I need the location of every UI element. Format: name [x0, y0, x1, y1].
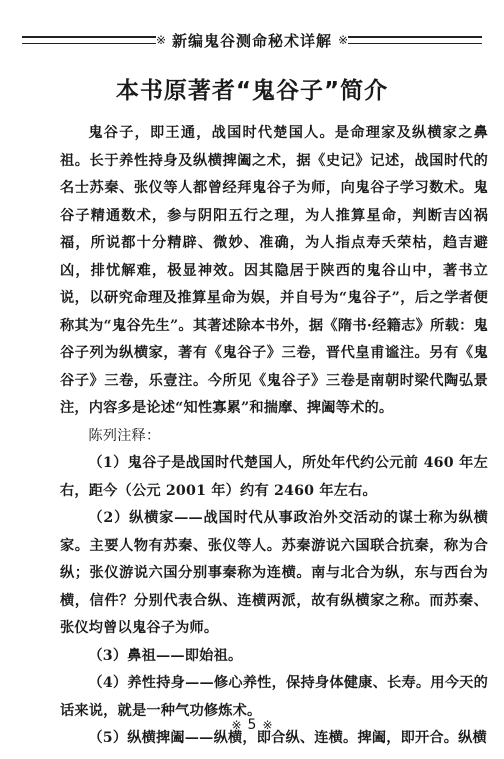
note-item: （2）纵横家——战国时代从事政治外交活动的谋士称为纵横家。主要人物有苏秦、张仪等人。苏秦游说六国联合抗秦，称为合纵；张仪游说六国分别事秦称为连横。南与北合为纵，东与西台为横，信件？分别代表合纵、连横两派，故有纵横家之称。而苏秦、张仪均曾以鬼谷子为师。: [60, 510, 488, 636]
note-item: （5）纵横捭阖——纵横，即合纵、连横。捭阖，即开合。纵横: [88, 730, 487, 746]
header-ornament-right: ※: [338, 33, 349, 47]
header-ornament-left: ※: [155, 33, 166, 47]
note-item: （3）鼻祖——即始祖。: [88, 647, 243, 664]
intro-paragraph: 鬼谷子，即王通，战国时代楚国人。是命理家及纵横家之鼻祖。长于养性持身及纵横捭阖之术，据《史记》记述，战国时代的名士苏秦、张仪等人都曾经拜鬼谷子为师，向鬼谷子学习数术。鬼谷子精通数术，参与阴阳五行之理，为人推算星命，判断吉凶祸福，所说都十分精辟、微妙、准确，为人指点寿夭荣枯，趋吉避凶，排忧解难，极显神效。因其隐居于陕西的鬼谷山中，著书立说，以研究命理及推算星命为娱，并自号为“鬼谷子”，后之学者便称其为“鬼谷先生”。其著述除本书外，据《隋书·经籍志》所载：鬼谷子列为纵横家，著有《鬼谷子》三卷，晋代皇甫谧注。另有《鬼谷子》三卷，乐壹注。今所见《鬼谷子》三卷是南朝时梁代陶弘景注，内容多是论述“知性寡累”和揣摩、捭阖等术的。: [60, 125, 488, 416]
note-item: （1）鬼谷子是战国时代楚国人，所处年代约公元前 460 年左右，距今（公元 2001 年）约有 2460 年左右。: [60, 455, 488, 499]
header-rule-right: [348, 36, 482, 44]
footer-ornament-right: ※: [262, 718, 273, 732]
page-footer: [0, 714, 504, 736]
page-title: 本书原著者“鬼谷子”简介: [115, 78, 389, 104]
page-number: 5: [247, 717, 257, 733]
footer-ornament-left: ※: [231, 718, 242, 732]
book-title: 新编鬼谷测命秘术详解: [172, 31, 333, 50]
body-text: [60, 120, 488, 753]
notes-label: 陈列注释：: [88, 427, 161, 444]
running-header: [22, 28, 482, 52]
header-rule-left: [22, 36, 156, 44]
note-item: （4）养性持身——修心养性，保持身体健康、长寿。用今天的话来说，就是一种气功修炼术。: [60, 675, 488, 719]
